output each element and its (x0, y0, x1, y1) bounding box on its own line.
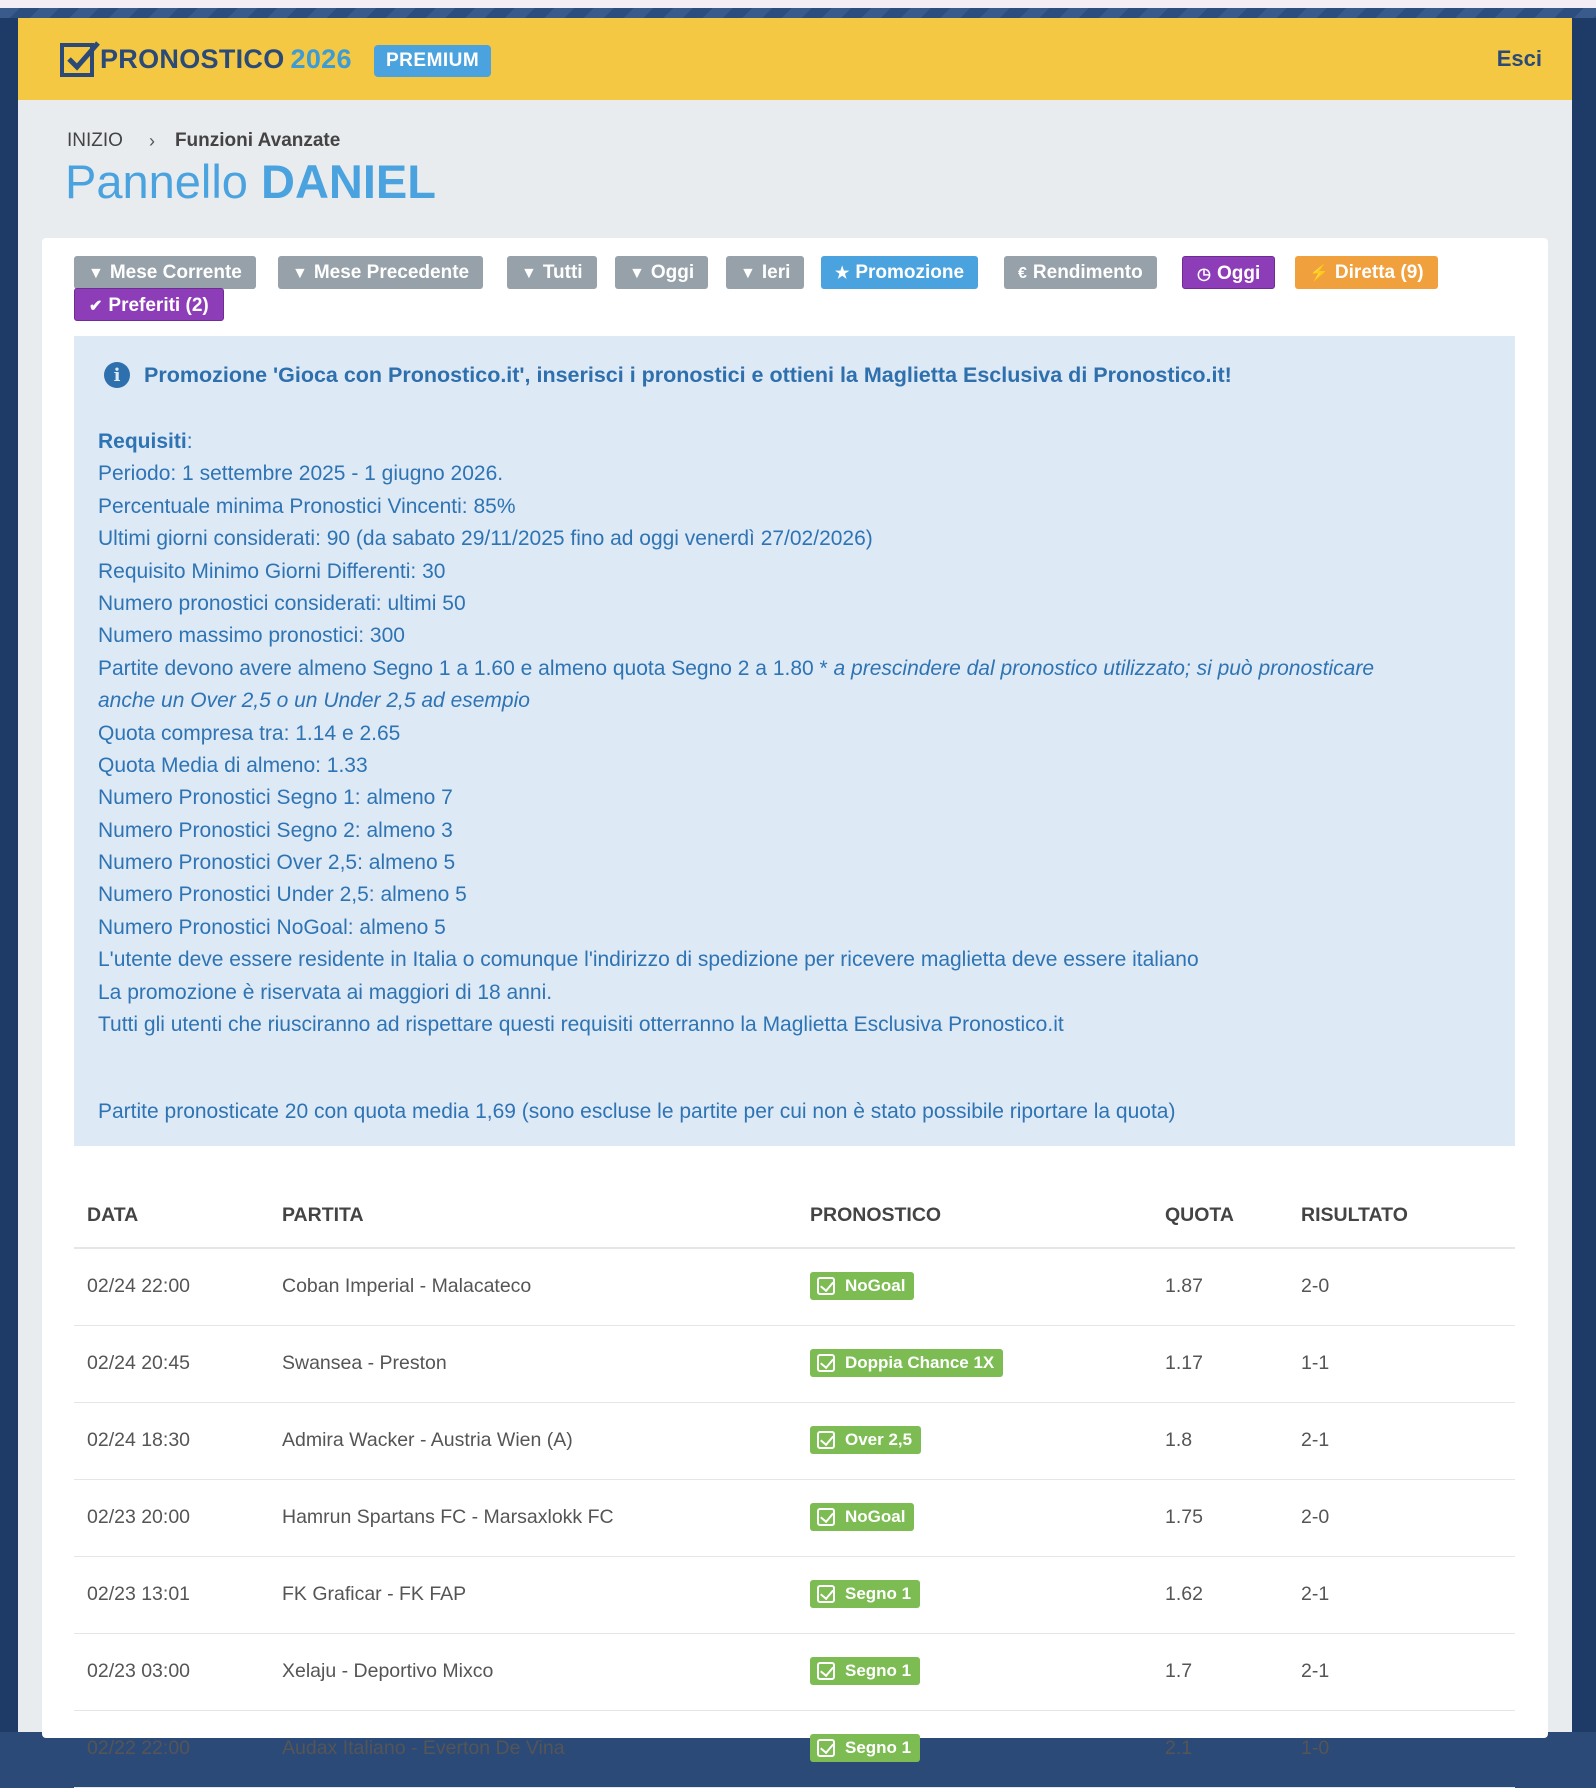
requirements-list (98, 426, 1498, 1041)
check-square-icon (817, 1662, 835, 1680)
requirement-line: La promozione è riservata ai maggiori di 18 anni. (98, 980, 553, 1004)
row-result: 2-0 (1288, 1479, 1515, 1556)
row-pick (797, 1556, 1152, 1633)
trophy-icon: ★ (835, 265, 850, 282)
table-row (74, 1479, 1515, 1556)
requirement-line-quota-note: anche un Over 2,5 o un Under 2,5 ad esempio (98, 689, 530, 713)
row-odds: 1.17 (1152, 1325, 1288, 1402)
pick-badge: Segno 1 (810, 1580, 920, 1608)
promo-info-box (74, 336, 1515, 1146)
filter-rendimento-button[interactable]: € Rendimento (1004, 256, 1157, 289)
row-match-link[interactable]: Hamrun Spartans FC - Marsaxlokk FC (269, 1479, 797, 1556)
filter-mese-precedente-button[interactable]: ▼ Mese Precedente (278, 256, 483, 289)
row-date: 02/23 03:00 (74, 1633, 269, 1710)
row-pick (797, 1479, 1152, 1556)
filter-tutti-button[interactable]: ▼ Tutti (507, 256, 597, 289)
requirement-line: Numero Pronostici Segno 1: almeno 7 (98, 786, 453, 810)
row-result: 1-1 (1288, 1325, 1515, 1402)
row-date: 02/24 18:30 (74, 1402, 269, 1479)
table-header-row (74, 1183, 1515, 1248)
row-date: 02/24 20:45 (74, 1325, 269, 1402)
requirements-title: Requisiti: (98, 430, 193, 453)
row-result: 2-1 (1288, 1402, 1515, 1479)
check-square-icon (817, 1277, 835, 1295)
filter-mese-corrente-button[interactable]: ▼ Mese Corrente (74, 256, 256, 289)
filter-promozione-button[interactable]: ★ Promozione (821, 256, 978, 289)
requirement-line: Numero Pronostici Over 2,5: almeno 5 (98, 851, 456, 875)
table-row (74, 1710, 1515, 1787)
page-title: Pannello DANIEL (65, 155, 436, 208)
euro-icon: € (1018, 265, 1027, 282)
pick-badge: NoGoal (810, 1272, 914, 1300)
bolt-icon: ⚡ (1309, 265, 1329, 282)
checkbox-logo-icon (60, 40, 100, 78)
top-bar (18, 18, 1572, 100)
col-header-risultato[interactable]: RISULTATO (1288, 1183, 1515, 1248)
info-icon: i (104, 362, 130, 388)
requirement-line: L'utente deve essere residente in Italia o comunque l'indirizzo di spedizione per ricevere maglietta deve essere italiano (98, 948, 1199, 972)
row-pick (797, 1248, 1152, 1325)
row-pick (797, 1633, 1152, 1710)
row-match-link[interactable]: Admira Wacker - Austria Wien (A) (269, 1402, 797, 1479)
row-date: 02/23 20:00 (74, 1479, 269, 1556)
row-odds: 1.62 (1152, 1556, 1288, 1633)
breadcrumb-separator: › (148, 130, 155, 151)
predictions-table (74, 1183, 1515, 1788)
col-header-pronostico[interactable]: PRONOSTICO (797, 1183, 1152, 1248)
row-result: 2-1 (1288, 1633, 1515, 1710)
check-icon: ✔ (89, 298, 103, 315)
requirement-line-quota: Partite devono avere almeno Segno 1 a 1.60 e almeno quota Segno 2 a 1.80 * a prescindere dal pronostico utilizzato; si può pronosticare (98, 656, 1375, 680)
app-frame (18, 18, 1572, 1759)
col-header-partita[interactable]: PARTITA (269, 1183, 797, 1248)
requirement-line: Requisito Minimo Giorni Differenti: 30 (98, 559, 446, 583)
check-square-icon (817, 1354, 835, 1372)
filter-icon: ▼ (740, 265, 756, 282)
requirement-line: Periodo: 1 settembre 2025 - 1 giugno 2026. (98, 462, 504, 486)
row-match-link[interactable]: Coban Imperial - Malacateco (269, 1248, 797, 1325)
pick-badge: Segno 1 (810, 1657, 920, 1685)
row-odds: 1.87 (1152, 1248, 1288, 1325)
row-odds: 1.8 (1152, 1402, 1288, 1479)
filter-icon: ▼ (521, 265, 537, 282)
requirement-line: Ultimi giorni considerati: 90 (da sabato 29/11/2025 fino ad oggi venerdì 27/02/2026) (98, 527, 873, 551)
premium-badge: PREMIUM (374, 45, 491, 77)
requirement-line: Numero pronostici considerati: ultimi 50 (98, 591, 466, 615)
row-match-link[interactable]: FK Graficar - FK FAP (269, 1556, 797, 1633)
row-odds: 1.75 (1152, 1479, 1288, 1556)
row-odds: 2.1 (1152, 1710, 1288, 1787)
filter-icon: ▼ (629, 265, 645, 282)
requirement-line: Numero Pronostici Under 2,5: almeno 5 (98, 883, 467, 907)
requirement-line: Tutti gli utenti che riusciranno ad rispettare questi requisiti otterranno la Maglietta Esclusiva Pronostico.it (98, 1013, 1064, 1037)
row-pick (797, 1710, 1152, 1787)
table-row (74, 1633, 1515, 1710)
row-result: 1-0 (1288, 1710, 1515, 1787)
left-shade (0, 18, 18, 1732)
content-card (42, 238, 1548, 1759)
right-shade (1572, 18, 1596, 1732)
promo-headline: i Promozione 'Gioca con Pronostico.it', inserisci i pronostici e ottieni la Maglietta Esclusiva di Pronostico.it! (104, 362, 1232, 388)
filter-icon: ▼ (88, 265, 104, 282)
clock-icon: ◷ (1197, 266, 1211, 283)
row-pick (797, 1325, 1152, 1402)
col-header-data[interactable]: DATA (74, 1183, 269, 1248)
logout-link[interactable]: Esci (1496, 46, 1542, 71)
breadcrumb (67, 130, 340, 152)
col-header-quota[interactable]: QUOTA (1152, 1183, 1288, 1248)
check-square-icon (817, 1739, 835, 1757)
logo-text: PRONOSTICO 2026 (100, 43, 352, 74)
row-result: 2-0 (1288, 1248, 1515, 1325)
filter-preferiti-button[interactable]: ✔ Preferiti (2) (74, 288, 224, 321)
filter-diretta-button[interactable]: ⚡ Diretta (9) (1295, 256, 1438, 289)
row-pick (797, 1402, 1152, 1479)
row-odds: 1.7 (1152, 1633, 1288, 1710)
filter-ieri-button[interactable]: ▼ Ieri (726, 256, 804, 289)
promo-summary: Partite pronosticate 20 con quota media 1,69 (sono escluse le partite per cui non è stato possibile riportare la quota) (98, 1100, 1176, 1123)
table-row (74, 1325, 1515, 1402)
breadcrumb-home[interactable]: INIZIO (67, 130, 123, 151)
requirement-line: Numero Pronostici Segno 2: almeno 3 (98, 818, 453, 842)
pick-badge: Over 2,5 (810, 1426, 921, 1454)
window-top-strip (0, 0, 1596, 8)
requirement-line: Quota Media di almeno: 1.33 (98, 753, 368, 777)
pick-badge: Segno 1 (810, 1734, 920, 1762)
row-date: 02/22 22:00 (74, 1710, 269, 1787)
row-match-link[interactable]: Swansea - Preston (269, 1325, 797, 1402)
pick-badge: NoGoal (810, 1503, 914, 1531)
breadcrumb-current: Funzioni Avanzate (174, 130, 341, 151)
requirement-line: Numero massimo pronostici: 300 (98, 624, 405, 648)
table-row (74, 1248, 1515, 1325)
check-square-icon (817, 1508, 835, 1526)
row-match-link[interactable]: Audax Italiano - Everton De Vina (269, 1710, 797, 1787)
filter-oggi-live-button[interactable]: ◷ Oggi (1182, 256, 1275, 289)
row-date: 02/23 13:01 (74, 1556, 269, 1633)
requirement-line: Quota compresa tra: 1.14 e 2.65 (98, 721, 401, 745)
table-row (74, 1556, 1515, 1633)
logo[interactable] (60, 40, 352, 78)
row-match-link[interactable]: Xelaju - Deportivo Mixco (269, 1633, 797, 1710)
check-square-icon (817, 1585, 835, 1603)
check-square-icon (817, 1431, 835, 1449)
row-date: 02/24 22:00 (74, 1248, 269, 1325)
row-result: 2-1 (1288, 1556, 1515, 1633)
filter-icon: ▼ (292, 265, 308, 282)
requirement-line: Numero Pronostici NoGoal: almeno 5 (98, 915, 446, 939)
requirement-line: Percentuale minima Pronostici Vincenti: 85% (98, 494, 516, 518)
pick-badge: Doppia Chance 1X (810, 1349, 1003, 1377)
filter-oggi-button[interactable]: ▼ Oggi (615, 256, 708, 289)
table-row (74, 1402, 1515, 1479)
